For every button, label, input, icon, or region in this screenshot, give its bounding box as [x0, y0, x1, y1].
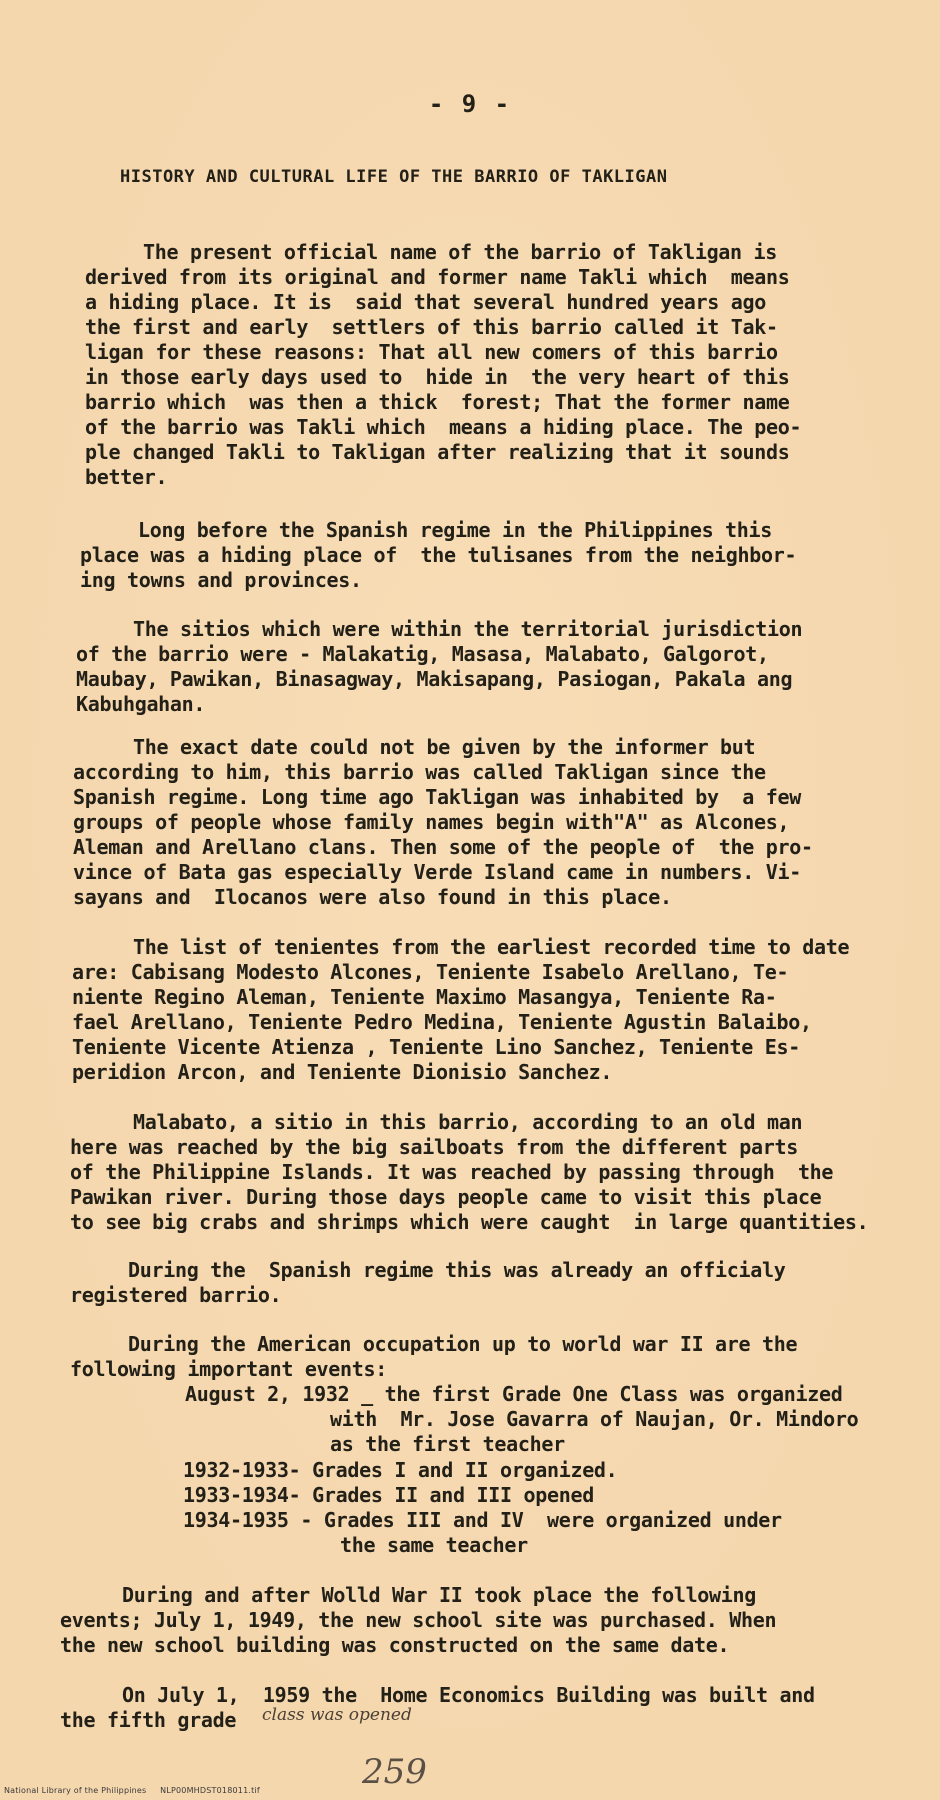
- text-line: Teniente Vicente Atienza , Teniente Lino Sanchez, Teniente Es-: [72, 1035, 800, 1059]
- text-line: 1934-1935 - Grades III and IV were organized under: [183, 1508, 782, 1532]
- text-line: Malabato, a sitio in this barrio, according to an old man: [133, 1110, 803, 1134]
- text-line: August 2, 1932 _ the first Grade One Class was organized: [185, 1382, 843, 1406]
- text-line: niente Regino Aleman, Teniente Maximo Masangya, Teniente Ra-: [72, 985, 777, 1009]
- text-line: 1933-1934- Grades II and III opened: [183, 1483, 594, 1507]
- text-line: groups of people whose family names begin with"A" as Alcones,: [73, 810, 790, 834]
- text-line: fael Arellano, Teniente Pedro Medina, Teniente Agustin Balaibo,: [72, 1010, 812, 1034]
- text-line: Long before the Spanish regime in the Philippines this: [138, 518, 773, 542]
- document-title: HISTORY AND CULTURAL LIFE OF THE BARRIO OF TAKLIGAN: [120, 167, 668, 187]
- text-line: The sitios which were within the territorial jurisdiction: [133, 617, 803, 641]
- text-line: a hiding place. It is said that several hundred years ago: [85, 290, 766, 314]
- text-line: barrio which was then a thick forest; That the former name: [85, 390, 790, 414]
- text-line: of the barrio were - Malakatig, Masasa, Malabato, Galgorot,: [76, 642, 769, 666]
- text-line: in those early days used to hide in the very heart of this: [85, 365, 790, 389]
- text-line: Spanish regime. Long time ago Takligan was inhabited by a few: [73, 785, 801, 809]
- text-line: of the Philippine Islands. It was reached by passing through the: [70, 1160, 834, 1184]
- text-line: 1932-1933- Grades I and II organized.: [183, 1458, 618, 1482]
- text-line: the same teacher: [340, 1533, 528, 1557]
- text-line: better.: [85, 465, 168, 489]
- page-number: - 9 -: [428, 90, 512, 118]
- text-line: vince of Bata gas especially Verde Island came in numbers. Vi-: [73, 860, 801, 884]
- handwritten-page-number: 259: [362, 1752, 427, 1792]
- text-line: the first and early settlers of this barrio called it Tak-: [85, 315, 778, 339]
- text-line: with Mr. Jose Gavarra of Naujan, Or. Mindoro: [330, 1407, 859, 1431]
- text-line: following important events:: [70, 1357, 388, 1381]
- text-line: ple changed Takli to Takligan after realizing that it sounds: [85, 440, 790, 464]
- text-line: sayans and Ilocanos were also found in this place.: [73, 885, 672, 909]
- text-line: the new school building was constructed on the same date.: [60, 1633, 730, 1657]
- text-line: peridion Arcon, and Teniente Dionisio Sanchez.: [72, 1060, 613, 1084]
- text-line: On July 1, 1959 the Home Economics Building was built and: [122, 1683, 815, 1707]
- text-line: events; July 1, 1949, the new school site was purchased. When: [60, 1608, 777, 1632]
- text-line: Aleman and Arellano clans. Then some of the people of the pro-: [73, 835, 813, 859]
- text-line: Maubay, Pawikan, Binasagway, Makisapang, Pasiogan, Pakala ang: [76, 667, 793, 691]
- text-line: registered barrio.: [70, 1283, 282, 1307]
- text-line: of the barrio was Takli which means a hiding place. The peo-: [85, 415, 802, 439]
- text-line: ing towns and provinces.: [80, 568, 362, 592]
- text-line: as the first teacher: [330, 1432, 565, 1456]
- archive-footer: National Library of the Philippines NLP00MHDST018011.tif: [4, 1786, 260, 1795]
- text-line: here was reached by the big sailboats from the different parts: [70, 1135, 798, 1159]
- text-line: During the Spanish regime this was already an officialy: [128, 1258, 786, 1282]
- text-line: to see big crabs and shrimps which were caught in large quantities.: [70, 1210, 869, 1234]
- text-line: Kabuhgahan.: [76, 692, 206, 716]
- handwritten-note: class was opened: [262, 1705, 412, 1725]
- text-line: The present official name of the barrio of Takligan is: [143, 240, 778, 264]
- text-line: ligan for these reasons: That all new comers of this barrio: [85, 340, 778, 364]
- text-line: Pawikan river. During those days people came to visit this place: [70, 1185, 822, 1209]
- text-line: During and after Wolld War II took place the following: [122, 1583, 757, 1607]
- text-line: place was a hiding place of the tulisanes from the neighbor-: [80, 543, 797, 567]
- text-line: During the American occupation up to world war II are the: [128, 1332, 798, 1356]
- text-line: The list of tenientes from the earliest recorded time to date: [133, 935, 850, 959]
- text-line: according to him, this barrio was called Takligan since the: [73, 760, 766, 784]
- text-line: are: Cabisang Modesto Alcones, Teniente Isabelo Arellano, Te-: [72, 960, 789, 984]
- text-line: The exact date could not be given by the informer but: [133, 735, 756, 759]
- text-line: the fifth grade: [60, 1708, 237, 1732]
- text-line: derived from its original and former name Takli which means: [85, 265, 790, 289]
